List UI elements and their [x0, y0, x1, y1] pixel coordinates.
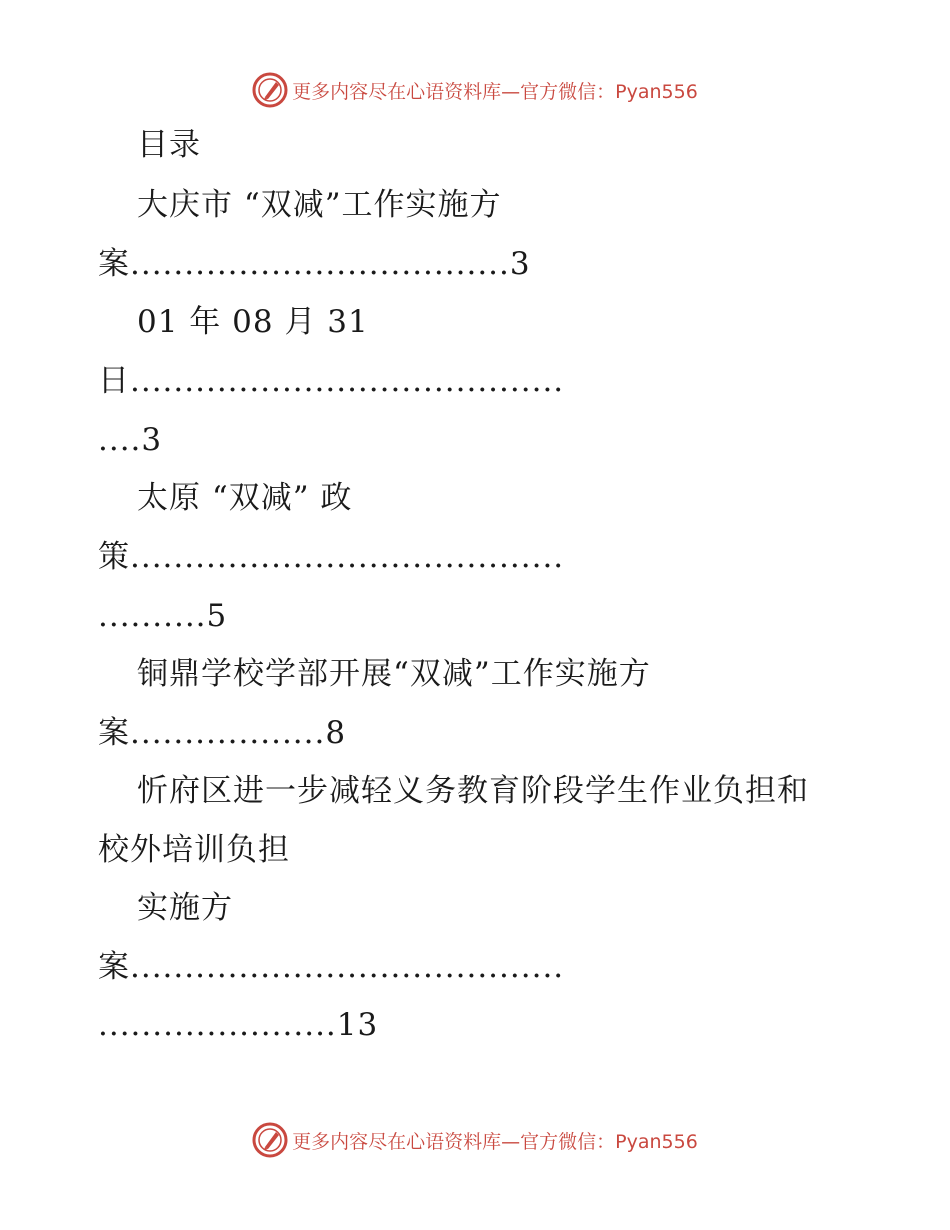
toc-entry-line: 实施方: [137, 890, 233, 926]
watermark-text: 更多内容尽在心语资料库—官方微信：Pyan556: [292, 80, 698, 103]
toc-entry-line: 日........................................: [98, 363, 565, 399]
toc-entry-line: 01 年 08 月 31: [137, 304, 369, 340]
toc-entry-line: 大庆市 “双减”工作实施方: [137, 187, 502, 223]
toc-entry-line: 案..................8: [98, 715, 347, 751]
toc-entry-line: 校外培训负担: [98, 832, 290, 868]
pen-logo-icon: [252, 1122, 288, 1158]
toc-entry-line: 策........................................: [98, 539, 565, 575]
toc-entry-line: ..........5: [98, 598, 228, 634]
toc-entry-line: 案........................................: [98, 949, 565, 985]
toc-entry-line: ....3: [98, 422, 163, 458]
toc-entry-line: 案...................................3: [98, 246, 531, 282]
watermark-banner-bottom: [0, 1120, 950, 1160]
toc-title: 目录: [137, 127, 201, 163]
pen-logo-icon: [252, 72, 288, 108]
watermark-text: 更多内容尽在心语资料库—官方微信：Pyan556: [292, 1130, 698, 1153]
toc-entry-line: ......................13: [98, 1007, 379, 1043]
toc-entry-line: 铜鼎学校学部开展“双减”工作实施方: [137, 656, 651, 692]
toc-entry-line: 忻府区进一步减轻义务教育阶段学生作业负担和: [137, 773, 809, 809]
watermark-banner-top: [0, 70, 950, 110]
toc-entry-line: 太原 “双减” 政: [137, 480, 353, 516]
